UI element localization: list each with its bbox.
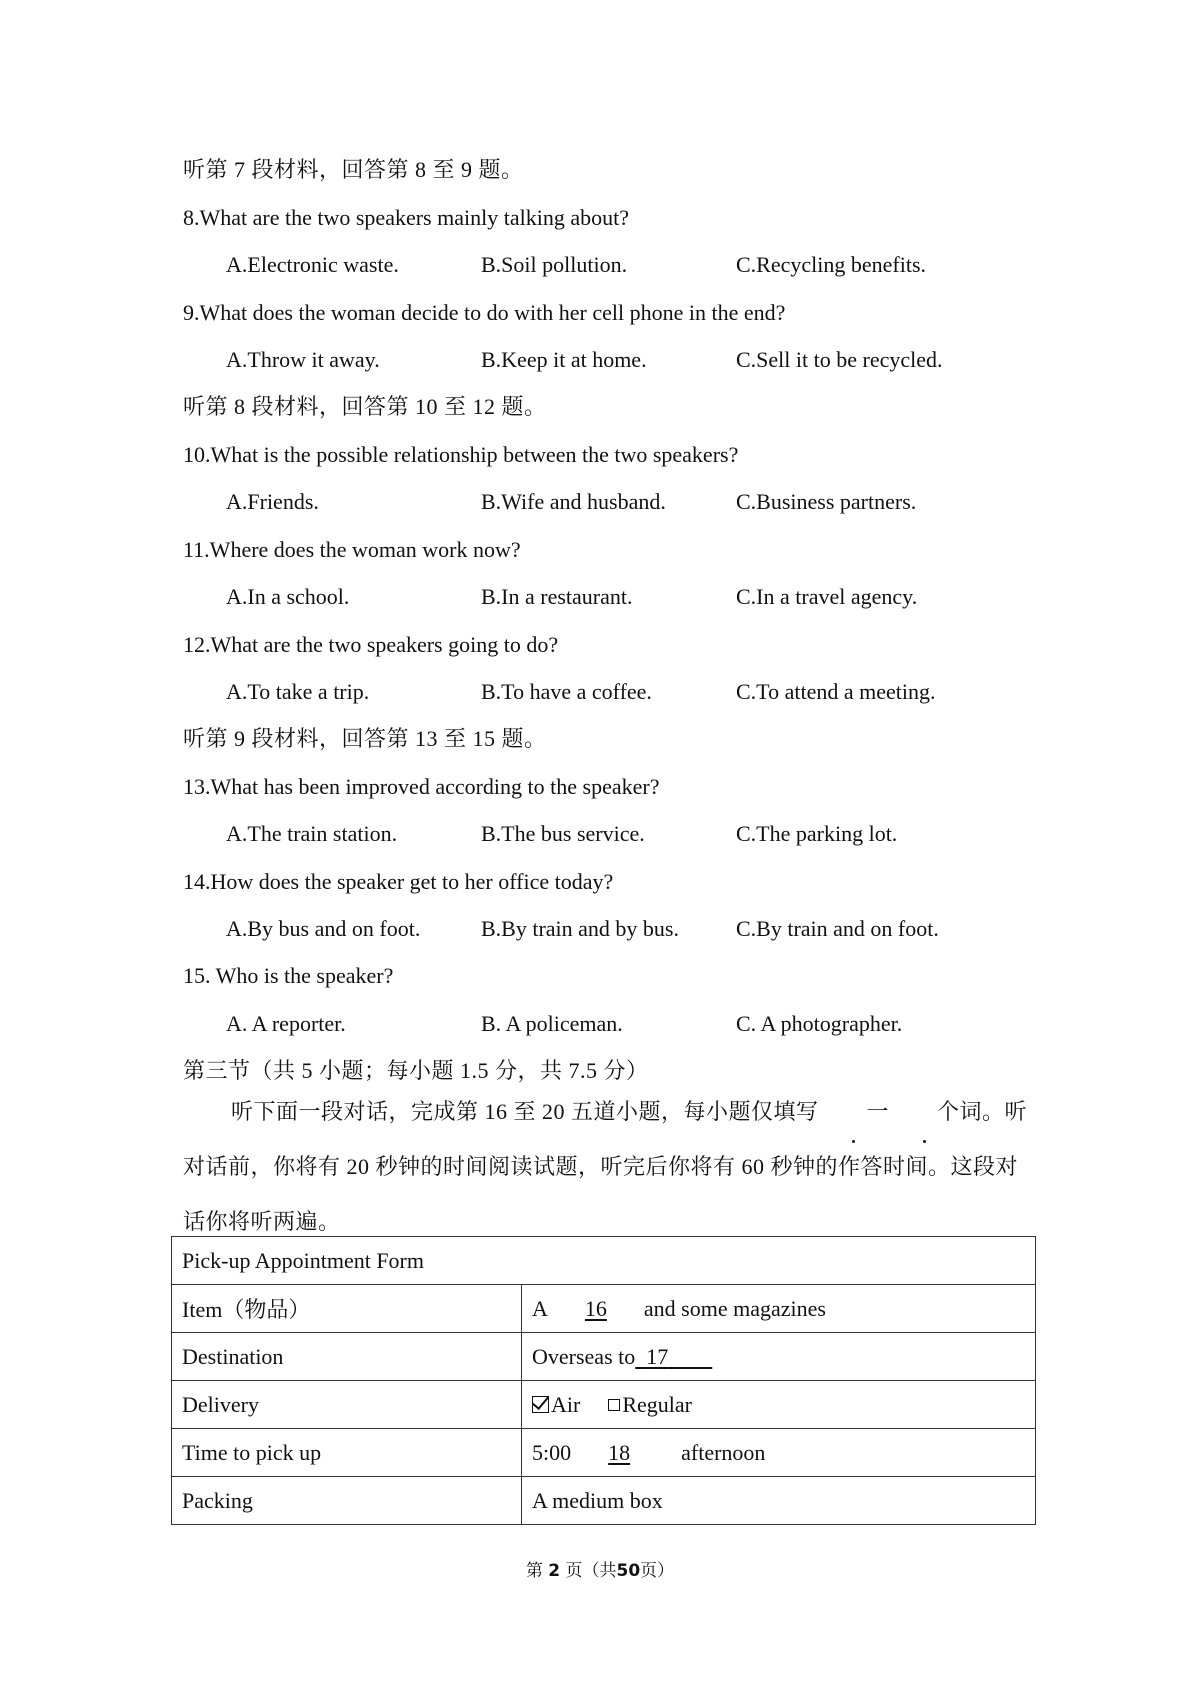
option-a: A.The train station. [226, 821, 398, 846]
footer-mid: 页（共 [565, 1561, 617, 1581]
destination-value [522, 1333, 1036, 1381]
form-row-item [172, 1285, 1036, 1333]
blank-18: 18 [608, 1439, 631, 1465]
question-9: 9.What does the woman decide to do with her cell phone in the end? [183, 300, 786, 325]
part-3-heading: 第三节（共 5 小题；每小题 1.5 分，共 7.5 分） [183, 1058, 649, 1083]
packing-label: Packing [172, 1477, 522, 1525]
form-row-time [172, 1429, 1036, 1477]
delivery-air: Air [551, 1391, 581, 1417]
question-11-options [0, 579, 1200, 615]
option-a: A.Throw it away. [226, 347, 380, 372]
time-suffix: afternoon [681, 1439, 766, 1465]
blank-16: 16 [584, 1295, 607, 1321]
option-c: C.Business partners. [736, 489, 917, 514]
option-b: B.Keep it at home. [481, 347, 647, 372]
option-a: A.Electronic waste. [226, 252, 399, 277]
total-pages: 50 [616, 1561, 641, 1581]
question-15-options [0, 1006, 1200, 1042]
option-c: C.In a travel agency. [736, 584, 918, 609]
option-a: A.By bus and on foot. [226, 916, 421, 941]
pickup-appointment-form [171, 1236, 1036, 1525]
emphasis-char-2: 个 [889, 1084, 960, 1139]
blank-17 [635, 1344, 733, 1370]
page-footer [0, 1556, 1200, 1581]
page-number: 2 [548, 1561, 561, 1581]
option-c: C.By train and on foot. [736, 916, 939, 941]
delivery-label: Delivery [172, 1381, 522, 1429]
section-8-heading: 听第 8 段材料，回答第 10 至 12 题。 [183, 394, 547, 419]
question-11: 11.Where does the woman work now? [183, 537, 521, 562]
option-a: A. A reporter. [226, 1011, 346, 1036]
option-c: C.Sell it to be recycled. [736, 347, 943, 372]
question-12-options [0, 674, 1200, 710]
delivery-value [522, 1381, 1036, 1429]
question-15: 15. Who is the speaker? [183, 963, 394, 988]
item-prefix: A [532, 1295, 548, 1321]
option-c: C. A photographer. [736, 1011, 903, 1036]
form-title: Pick-up Appointment Form [172, 1237, 1036, 1285]
item-suffix: and some magazines [643, 1295, 826, 1321]
destination-label: Destination [172, 1333, 522, 1381]
instructions-text-cont: 词。听对话前，你将有 20 秒钟的时间阅读试题，听完后你将有 60 秒钟的作答时间。这段对话你将听两遍。 [183, 1099, 1028, 1234]
option-a: A.Friends. [226, 489, 319, 514]
delivery-regular: Regular [622, 1391, 692, 1417]
item-label: Item（物品） [172, 1285, 522, 1333]
option-c: C.The parking lot. [736, 821, 898, 846]
option-b: B.To have a coffee. [481, 679, 652, 704]
question-14-options [0, 911, 1200, 947]
question-9-options [0, 342, 1200, 378]
option-c: C.To attend a meeting. [736, 679, 936, 704]
unchecked-box-icon [608, 1399, 620, 1411]
question-13: 13.What has been improved according to the speaker? [183, 774, 660, 799]
instructions-text: 听下面一段对话，完成第 16 至 20 五道小题，每小题仅填写 [231, 1099, 819, 1124]
option-b: B.In a restaurant. [481, 584, 633, 609]
part-3-instructions [183, 1084, 1028, 1249]
option-b: B.Soil pollution. [481, 252, 628, 277]
checked-box-icon [532, 1396, 549, 1413]
option-b: B. A policeman. [481, 1011, 623, 1036]
footer-pre: 第 [525, 1561, 543, 1581]
option-c: C.Recycling benefits. [736, 252, 927, 277]
time-prefix: 5:00 [532, 1439, 572, 1465]
question-13-options [0, 816, 1200, 852]
form-row-packing [172, 1477, 1036, 1525]
blank-17-number: 17 [646, 1343, 669, 1369]
form-row-delivery [172, 1381, 1036, 1429]
form-row-destination [172, 1333, 1036, 1381]
option-b: B.The bus service. [481, 821, 645, 846]
packing-value: A medium box [522, 1477, 1036, 1525]
time-label: Time to pick up [172, 1429, 522, 1477]
form-title-row [172, 1237, 1036, 1285]
section-7-heading: 听第 7 段材料，回答第 8 至 9 题。 [183, 157, 524, 182]
section-9-heading: 听第 9 段材料，回答第 13 至 15 题。 [183, 726, 547, 751]
question-8-options [0, 247, 1200, 283]
question-12: 12.What are the two speakers going to do? [183, 632, 559, 657]
option-b: B.By train and by bus. [481, 916, 679, 941]
time-value [522, 1429, 1036, 1477]
question-10: 10.What is the possible relationship between the two speakers? [183, 442, 739, 467]
option-a: A.In a school. [226, 584, 350, 609]
item-value [522, 1285, 1036, 1333]
question-10-options [0, 484, 1200, 520]
destination-prefix: Overseas to [532, 1343, 636, 1369]
option-a: A.To take a trip. [226, 679, 370, 704]
emphasis-char-1: 一 [819, 1084, 890, 1139]
question-8: 8.What are the two speakers mainly talking about? [183, 205, 629, 230]
option-b: B.Wife and husband. [481, 489, 666, 514]
question-14: 14.How does the speaker get to her office today? [183, 869, 614, 894]
footer-post: 页） [640, 1561, 675, 1581]
